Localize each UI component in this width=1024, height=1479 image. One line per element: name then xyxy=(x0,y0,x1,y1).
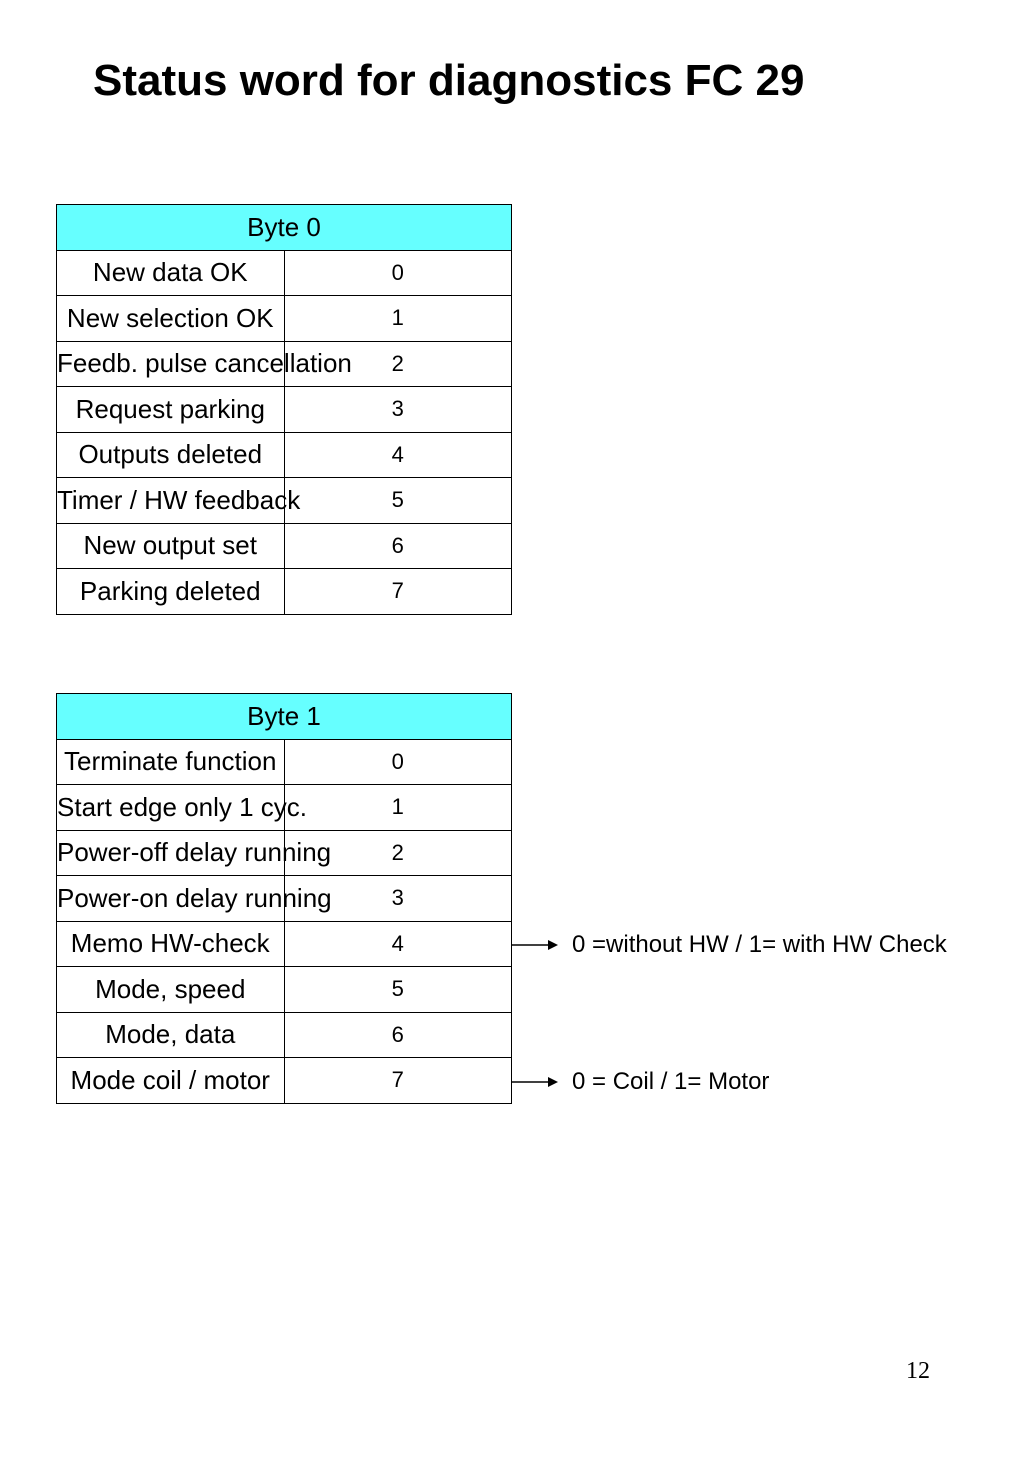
bit-number: 1 xyxy=(284,296,512,342)
bit-number: 1 xyxy=(284,785,512,831)
table-header-row xyxy=(57,694,512,740)
bit-label: Start edge only 1 cyc. xyxy=(57,785,285,831)
bit-label: Mode, speed xyxy=(57,967,285,1013)
byte-1-header: Byte 1 xyxy=(57,694,512,740)
table-row xyxy=(57,876,512,922)
table-row xyxy=(57,921,512,967)
bit-number: 0 xyxy=(284,739,512,785)
hw-check-note xyxy=(512,931,947,959)
bit-number: 3 xyxy=(284,387,512,433)
table-row xyxy=(57,739,512,785)
table-row xyxy=(57,341,512,387)
byte-0-table xyxy=(56,204,512,615)
bit-label: Request parking xyxy=(57,387,285,433)
bit-number: 4 xyxy=(284,432,512,478)
bit-label: Timer / HW feedback xyxy=(57,478,285,524)
bit-label: Memo HW-check xyxy=(57,921,285,967)
page-number: 12 xyxy=(906,1358,930,1384)
table-row xyxy=(57,569,512,615)
table-row xyxy=(57,785,512,831)
table-row xyxy=(57,478,512,524)
bit-number: 5 xyxy=(284,967,512,1013)
bit-label: Parking deleted xyxy=(57,569,285,615)
table-row xyxy=(57,296,512,342)
bit-number: 4 xyxy=(284,921,512,967)
table-row xyxy=(57,830,512,876)
table-row xyxy=(57,1012,512,1058)
table-row xyxy=(57,523,512,569)
bit-label: Mode, data xyxy=(57,1012,285,1058)
table-row xyxy=(57,250,512,296)
bit-label: New output set xyxy=(57,523,285,569)
hw-check-note-text: 0 =without HW / 1= with HW Check xyxy=(572,931,947,958)
bit-number: 6 xyxy=(284,523,512,569)
table-header-row xyxy=(57,205,512,251)
bit-label: New selection OK xyxy=(57,296,285,342)
bit-number: 7 xyxy=(284,1058,512,1104)
table-row xyxy=(57,387,512,433)
bit-number: 6 xyxy=(284,1012,512,1058)
byte-0-header: Byte 0 xyxy=(57,205,512,251)
coil-motor-note-text: 0 = Coil / 1= Motor xyxy=(572,1068,770,1095)
table-row xyxy=(57,432,512,478)
table-row xyxy=(57,967,512,1013)
bit-number: 0 xyxy=(284,250,512,296)
bit-number: 2 xyxy=(284,341,512,387)
bit-label: Power-off delay running xyxy=(57,830,285,876)
bit-number: 5 xyxy=(284,478,512,524)
bit-number: 2 xyxy=(284,830,512,876)
bit-label: Mode coil / motor xyxy=(57,1058,285,1104)
byte-1-table xyxy=(56,693,512,1104)
page-title: Status word for diagnostics FC 29 xyxy=(93,56,805,105)
arrow-right-icon xyxy=(512,938,558,952)
bit-label: Power-on delay running xyxy=(57,876,285,922)
bit-label: Outputs deleted xyxy=(57,432,285,478)
arrow-right-icon xyxy=(512,1075,558,1089)
table-row xyxy=(57,1058,512,1104)
bit-number: 3 xyxy=(284,876,512,922)
bit-label: New data OK xyxy=(57,250,285,296)
coil-motor-note xyxy=(512,1068,769,1096)
bit-number: 7 xyxy=(284,569,512,615)
bit-label: Feedb. pulse cancellation xyxy=(57,341,285,387)
bit-label: Terminate function xyxy=(57,739,285,785)
